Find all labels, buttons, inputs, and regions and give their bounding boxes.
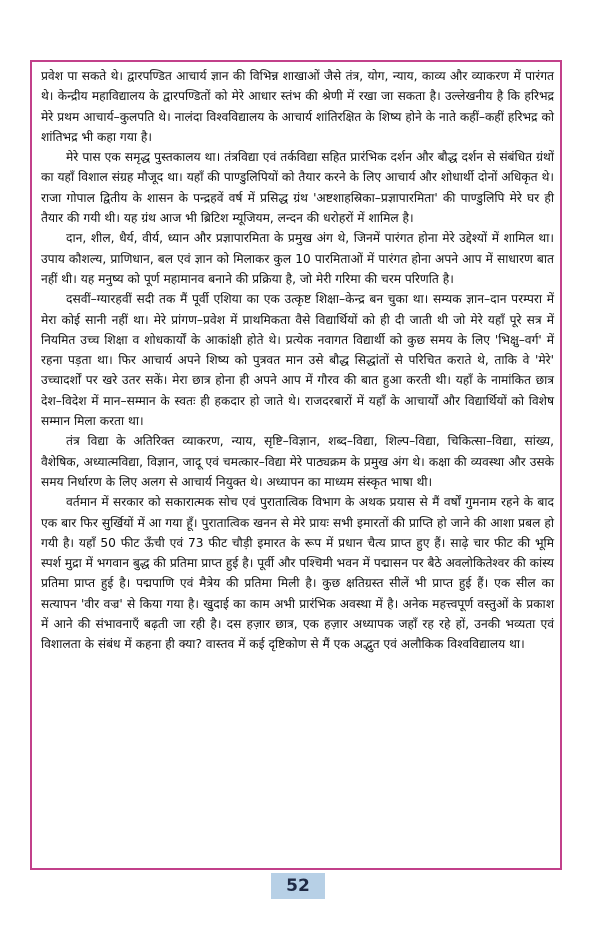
paragraph-4: दसवीं–ग्यारहवीं सदी तक मैं पूर्वी एशिया का एक उत्कृष्ट शिक्षा–केन्द्र बन चुका था। सम्यक ज्ञान–दान परम्परा में मेरा कोई सानी नहीं था। मेरे प्रांगण–प्रवेश में प्राथमिकता वैसे विद्यार्थियों को ही दी जाती थी जो मेरे यहाँ पूरे सत्र में नियमित उच्च शिक्षा व शोधकार्यों के आकांक्षी होते थे। प्रत्येक नवागत विद्यार्थी को कुछ समय के लिए 'भिक्षु–वर्ग' में रहना पड़ता था। फिर आचार्य अपने शिष्य को पुत्रवत मान उसे बौद्ध सिद्धांतों से परिचित कराते थे, ताकि वे 'मेरे' उच्चादर्शों पर खरे उतर सकें। मेरा छात्र होना ही अपने आप में गौरव की बात हुआ करती थी। यहाँ के नामांकित छात्र देश–विदेश में मान–सम्मान के स्वतः ही हकदार हो जाते थे। राजदरबारों में यहाँ के आचार्यों और विद्यार्थियों को विशेष सम्मान मिला करता था। <box>41 292 554 429</box>
paragraph-1: प्रवेश पा सकते थे। द्वारपण्डित आचार्य ज्ञान की विभिन्न शाखाओं जैसे तंत्र, योग, न्याय, काव्य और व्याकरण में पारंगत थे। केन्द्रीय महाविद्यालय के द्वारपण्डितों को मेरे आधार स्तंभ की श्रेणी में रखा जा सकता है। उल्लेखनीय है कि हरिभद्र मेरे प्रथम आचार्य–कुलपति थे। नालंदा विश्वविद्यालय के आचार्य शांतिरक्षित के शिष्य होने के नाते कहीं–कहीं हरिभद्र को शांतिभद्र भी कहा गया है। <box>41 69 554 144</box>
paragraph-6: वर्तमान में सरकार को सकारात्मक सोच एवं पुरातात्विक विभाग के अथक प्रयास से मैं वर्षों गुमनाम रहने के बाद एक बार फिर सुर्खियों में आ गया हूँ। पुरातात्विक खनन से मेरे प्रायः सभी इमारतों की प्राप्ति हो जाने की आशा प्रबल हो गयी है। यहाँ 50 फीट ऊँची एवं 73 फीट चौड़ी इमारत के रूप में प्रधान चैत्य प्राप्त हुए हैं। साढ़े चार फीट की भूमि स्पर्श मुद्रा में भगवान बुद्ध की प्रतिमा प्राप्त हुई है। पूर्वी और पश्चिमी भवन में पद्मासन पर बैठे अवलोकितेश्वर की कांस्य प्रतिमा प्राप्त हुई है। पद्मपाणि एवं मैत्रेय की प्रतिमा मिली है। कुछ क्षतिग्रस्त सीलें भी प्राप्त हुई हैं। एक सील का सत्यापन 'वीर वज्र' से किया गया है। खुदाई का काम अभी प्रारंभिक अवस्था में है। अनेक महत्त्वपूर्ण वस्तुओं के प्रकाश में आने की संभावनाएँ बढ़ती जा रही है। दस हज़ार छात्र, एक हज़ार अध्यापक जहाँ रह रहे हों, उनकी भव्यता एवं विशालता के संबंध में कहना ही क्या? वास्तव में कई दृष्टिकोण से मैं एक अद्भुत एवं अलौकिक विश्वविद्यालय था। <box>41 495 554 652</box>
page-number: 52 <box>286 876 310 896</box>
paragraph-3: दान, शील, धैर्य, वीर्य, ध्यान और प्रज्ञापारमिता के प्रमुख अंग थे, जिनमें पारंगत होना मेरे उद्देश्यों में शामिल था। उपाय कौशल्य, प्राणिधान, बल एवं ज्ञान को मिलाकर कुल 10 पारमिताओं में पारंगत होना अपने आप में साधारण बात नहीं थी। यह मनुष्य को पूर्ण महामानव बनाने की प्रक्रिया है, जो मेरी गरिमा की चरम परिणति है। <box>41 231 554 286</box>
paragraph-5: तंत्र विद्या के अतिरिक्त व्याकरण, न्याय, सृष्टि–विज्ञान, शब्द–विद्या, शिल्प–विद्या, चिकित्सा–विद्या, सांख्य, वैशेषिक, अध्यात्मविद्या, विज्ञान, जादू एवं चमत्कार–विद्या मेरे पाठ्यक्रम के प्रमुख अंग थे। कक्षा की व्यवस्था और उसके समय निर्धारण के लिए अलग से आचार्य नियुक्त थे। अध्यापन का माध्यम संस्कृत भाषा थी। <box>41 434 554 489</box>
page-number-badge <box>271 873 325 899</box>
paragraph-2: मेरे पास एक समृद्ध पुस्तकालय था। तंत्रविद्या एवं तर्कविद्या सहित प्रारंभिक दर्शन और बौद्ध दर्शन से संबंधित ग्रंथों का यहाँ विशाल संग्रह मौजूद था। यहाँ की पाण्डुलिपियों को तैयार करने के लिए आचार्य और शोधार्थी दोनों अधिकृत थे। राजा गोपाल द्वितीय के शासन के पन्द्रहवें वर्ष में प्रसिद्ध ग्रंथ 'अष्टशाहस्रिका–प्रज्ञापारमिता' की पाण्डुलिपि मेरे घर ही तैयार की गयी थी। यह ग्रंथ आज भी ब्रिटिश म्यूजियम, लन्दन की धरोहरों में शामिल है। <box>41 150 554 226</box>
text-frame <box>30 60 562 870</box>
